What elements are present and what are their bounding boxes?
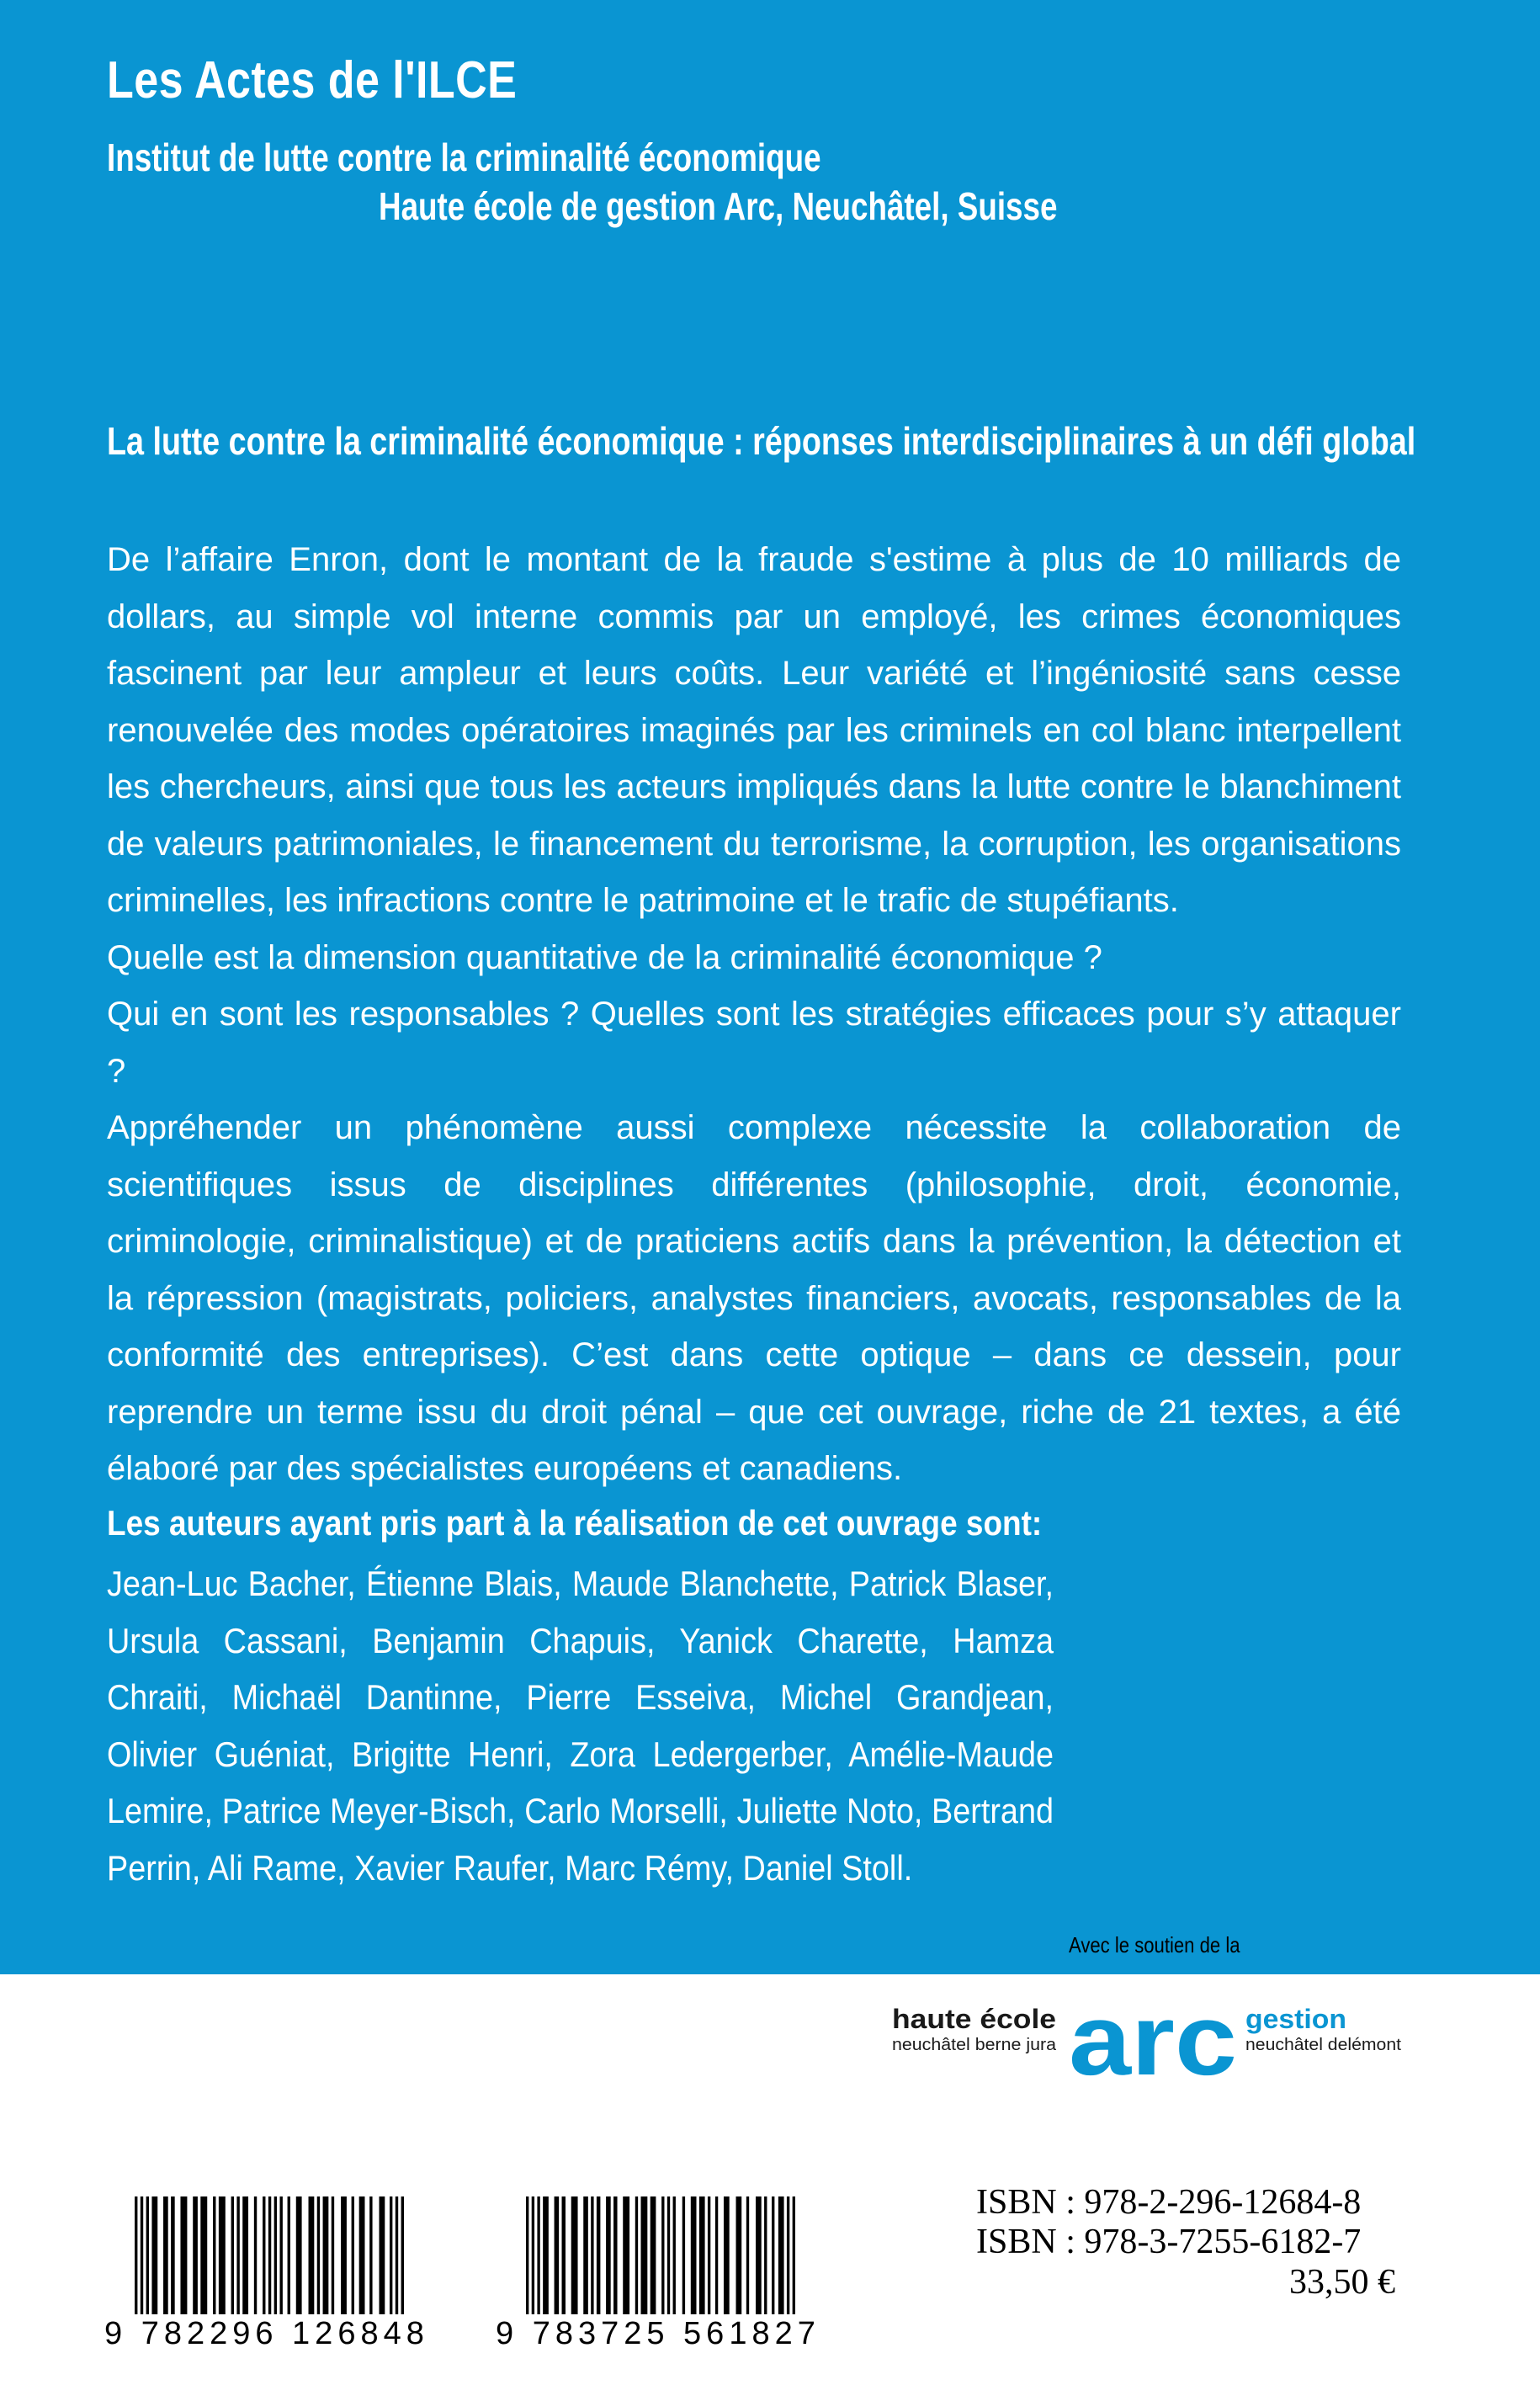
barcode-bar bbox=[661, 2196, 664, 2314]
barcode-bar bbox=[141, 2196, 143, 2314]
barcode-bar bbox=[317, 2196, 320, 2314]
barcode-2 bbox=[496, 2196, 820, 2351]
barcode-bar bbox=[279, 2196, 282, 2314]
barcode-bar bbox=[736, 2196, 742, 2314]
blurb-paragraph: Appréhender un phénomène aussi complexe nécessite la collaboration de scientifiques issus de disciplines différentes (philosophie, droit, économie, criminologie, criminalistique) et de praticiens actifs dans la prévention, la détection et la répression (magistrats, policiers, analystes financiers, avocats, responsables de la conformité des entreprises). C’est dans cette optique – dans ce dessein, pour reprendre un terme issu du droit pénal – que cet ouvrage, riche de 21 textes, a été élaboré par des spécialistes européens et canadiens. bbox=[107, 1109, 1401, 1487]
barcode-1 bbox=[104, 2196, 429, 2351]
barcode-bar bbox=[571, 2196, 578, 2314]
barcode-bar bbox=[562, 2196, 566, 2314]
barcode-bar bbox=[274, 2196, 277, 2314]
barcode-bar bbox=[213, 2196, 215, 2314]
barcode-bar bbox=[787, 2196, 789, 2314]
barcode-bar bbox=[135, 2196, 137, 2314]
barcode-bar bbox=[193, 2196, 198, 2314]
barcode-bar bbox=[341, 2196, 347, 2314]
barcode-bar bbox=[613, 2196, 617, 2314]
he-arc-logo bbox=[892, 1986, 1414, 2087]
barcode-bar bbox=[296, 2196, 302, 2314]
barcode-bar bbox=[163, 2196, 168, 2314]
barcode-bar bbox=[555, 2196, 560, 2314]
barcode-bar bbox=[746, 2196, 749, 2314]
barcode-bars bbox=[135, 2196, 404, 2314]
barcode-bar bbox=[254, 2196, 257, 2314]
barcode-bar bbox=[263, 2196, 265, 2314]
barcode-bar bbox=[352, 2196, 354, 2314]
barcode-bar bbox=[231, 2196, 234, 2314]
barcode-bar bbox=[242, 2196, 248, 2314]
barcode-bar bbox=[369, 2196, 372, 2314]
barcode-bar bbox=[526, 2196, 528, 2314]
blurb-paragraph: Quelle est la dimension quantitative de la criminalité économique ? bbox=[107, 938, 1102, 976]
blurb-paragraph: De l’affaire Enron, dont le montant de la fraude s'estime à plus de 10 milliards de dollars, au simple vol interne commis par un employé, les crimes économiques fascinent par leur ampleur et leurs coûts. Leur variété et l’ingéniosité sans cesse renouvelée des modes opératoires imaginés par les criminels en col blanc interpellent les chercheurs, ainsi que tous les acteurs impliqués dans la lutte contre le blanchiment de valeurs patrimoniales, le financement du terrorisme, la corruption, les organisations criminelles, les infractions contre le patrimoine et le trafic de stupéfiants. bbox=[107, 541, 1401, 919]
barcode-bar bbox=[597, 2196, 600, 2314]
authors-heading: Les auteurs ayant pris part à la réalisation de cet ouvrage sont: bbox=[107, 1503, 1043, 1543]
blurb bbox=[107, 532, 1401, 1498]
barcode-bar bbox=[380, 2196, 385, 2314]
barcode-bars bbox=[526, 2196, 795, 2314]
barcode-bar bbox=[151, 2196, 157, 2314]
barcode-bar bbox=[667, 2196, 670, 2314]
barcode-bar bbox=[641, 2196, 648, 2314]
book-headline: La lutte contre la criminalité économique : réponses interdisciplinaires à un défi global bbox=[107, 419, 1416, 463]
barcode-digits: 9 782296 126848 bbox=[104, 2316, 429, 2351]
barcode-bar bbox=[756, 2196, 762, 2314]
barcode-bar bbox=[543, 2196, 549, 2314]
barcode-bar bbox=[772, 2196, 774, 2314]
barcode-bar bbox=[623, 2196, 629, 2314]
logo-neuchatel-berne-jura: neuchâtel berne jura bbox=[892, 2036, 1057, 2054]
barcode-bar bbox=[323, 2196, 329, 2314]
barcode-bar bbox=[146, 2196, 149, 2314]
barcode-bar bbox=[793, 2196, 795, 2314]
barcode-bar bbox=[591, 2196, 593, 2314]
barcode-bar bbox=[778, 2196, 784, 2314]
series-title: Les Actes de l'ILCE bbox=[107, 51, 518, 109]
barcode-bar bbox=[309, 2196, 315, 2314]
barcode-bar bbox=[537, 2196, 539, 2314]
logo-arc: arc bbox=[1069, 1986, 1237, 2087]
barcode-bar bbox=[682, 2196, 685, 2314]
barcode-bar bbox=[268, 2196, 271, 2314]
barcode-bar bbox=[171, 2196, 175, 2314]
barcode-bar bbox=[180, 2196, 187, 2314]
barcode-bar bbox=[219, 2196, 226, 2314]
barcode-bar bbox=[200, 2196, 207, 2314]
barcode-bar bbox=[401, 2196, 404, 2314]
barcode-bar bbox=[673, 2196, 676, 2314]
barcode-bar bbox=[606, 2196, 611, 2314]
institute-name: Institut de lutte contre la criminalité économique bbox=[107, 135, 821, 179]
barcode-bar bbox=[635, 2196, 638, 2314]
barcode-bar bbox=[532, 2196, 534, 2314]
barcode-bar bbox=[715, 2196, 718, 2314]
logo-haute-ecole: haute école bbox=[892, 2004, 1056, 2034]
barcode-bar bbox=[724, 2196, 730, 2314]
barcode-bar bbox=[691, 2196, 697, 2314]
isbn-1: ISBN : 978-2-296-12684-8 bbox=[976, 2183, 1362, 2222]
barcode-digits: 9 783725 561827 bbox=[496, 2316, 820, 2351]
barcode-bar bbox=[390, 2196, 392, 2314]
institute-school: Haute école de gestion Arc, Neuchâtel, Suisse bbox=[379, 184, 1058, 228]
isbn-2: ISBN : 978-3-7255-6182-7 bbox=[976, 2223, 1362, 2261]
logo-gestion: gestion bbox=[1245, 2004, 1346, 2034]
barcode-bar bbox=[288, 2196, 290, 2314]
barcode-bar bbox=[359, 2196, 365, 2314]
logo-neuchatel-delemont: neuchâtel delémont bbox=[1245, 2036, 1402, 2054]
barcode-bar bbox=[332, 2196, 334, 2314]
barcode-bar bbox=[764, 2196, 767, 2314]
barcode-bar bbox=[651, 2196, 656, 2314]
barcode-bar bbox=[699, 2196, 705, 2314]
support-text: Avec le soutien de la bbox=[1069, 1932, 1240, 1957]
barcode-bar bbox=[583, 2196, 588, 2314]
price: 33,50 € bbox=[1289, 2263, 1395, 2302]
blurb-paragraph: Qui en sont les responsables ? Quelles sont les stratégies efficaces pour s’y attaquer ? bbox=[107, 996, 1401, 1090]
barcode-bar bbox=[708, 2196, 710, 2314]
barcode-bar bbox=[236, 2196, 239, 2314]
barcode-bar bbox=[396, 2196, 398, 2314]
authors-list: Jean-Luc Bacher, Étienne Blais, Maude Blanchette, Patrick Blaser, Ursula Cassani, Benjamin Chapuis, Yanick Charette, Hamza Chraiti, Michaël Dantinne, Pierre Esseiva, Michel Grandjean, Olivier Guéniat, Brigitte Henri, Zora Ledergerber, Amélie-Maude Lemire, Patrice Meyer-Bisch, Carlo Morselli, Juliette Noto, Bertrand Perrin, Ali Rame, Xavier Raufer, Marc Rémy, Daniel Stoll. bbox=[107, 1564, 1054, 1888]
